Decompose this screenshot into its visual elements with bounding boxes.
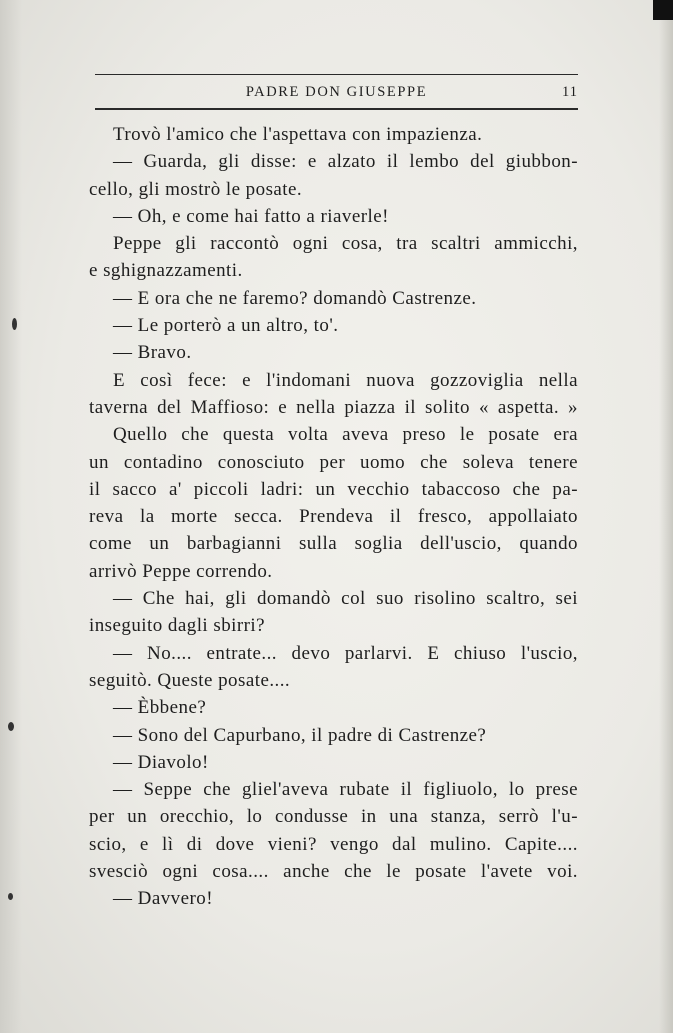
text-line: reva la morte secca. Prendeva il fresco, appollaiato [89,506,578,528]
header-rule-bottom [95,108,578,110]
ink-speck [8,722,14,731]
text-line: — No.... entrate... devo parlarvi. E chiuso l'uscio, [113,642,578,664]
text-line: e sghignazzamenti. [89,260,243,282]
ink-speck [12,318,17,330]
text-line: taverna del Maffioso: e nella piazza il solito « aspetta. » [89,396,578,418]
text-line: — Seppe che gliel'aveva rubate il figliuolo, lo prese [113,779,578,801]
text-line: — Bravo. [113,342,192,364]
text-line: per un orecchio, lo condusse in una stanza, serrò l'u- [89,806,578,828]
text-line: — Le porterò a un altro, to'. [113,315,339,337]
text-line: il sacco a' piccoli ladri: un vecchio tabaccoso che pa- [89,478,578,500]
text-line: — Guarda, gli disse: e alzato il lembo del giubbon- [113,151,578,173]
text-line: inseguito dagli sbirri? [89,615,266,637]
text-line: un contadino conosciuto per uomo che soleva tenere [89,451,578,473]
page-right-shadow [659,0,673,1033]
text-line: — Oh, e come hai fatto a riaverle! [113,205,389,227]
text-line: Peppe gli raccontò ogni cosa, tra scaltri ammicchi, [113,233,578,255]
text-line: Quello che questa volta aveva preso le posate era [113,424,578,446]
text-line: E così fece: e l'indomani nuova gozzoviglia nella [113,369,578,391]
running-header-title: PADRE DON GIUSEPPE [245,84,428,100]
text-line: Trovò l'amico che l'aspettava con impazienza. [113,124,483,145]
scan-corner [653,0,673,20]
text-line: arrivò Peppe correndo. [89,560,273,582]
page-left-edge [0,0,22,1033]
text-line: svesciò ogni cosa.... anche che le posate l'avete voi. [89,861,578,883]
header-rule-top [95,74,578,75]
text-line: — Davvero! [113,888,213,910]
text-line: cello, gli mostrò le posate. [89,178,303,200]
ink-speck [8,893,13,900]
text-line: — Èbbene? [113,697,207,719]
body-text [89,121,578,913]
text-line: — Sono del Capurbano, il padre di Castrenze? [113,724,487,746]
text-line: scio, e lì di dove vieni? vengo dal mulino. Capite.... [89,833,578,855]
text-line: come un barbagianni sulla soglia dell'uscio, quando [89,533,578,555]
text-line: — Diavolo! [113,751,209,773]
text-line: — E ora che ne faremo? domandò Castrenze. [113,287,477,309]
text-line: seguitò. Queste posate.... [89,669,291,691]
text-line: — Che hai, gli domandò col suo risolino scaltro, sei [113,588,578,610]
page-number: 11 [562,84,578,100]
